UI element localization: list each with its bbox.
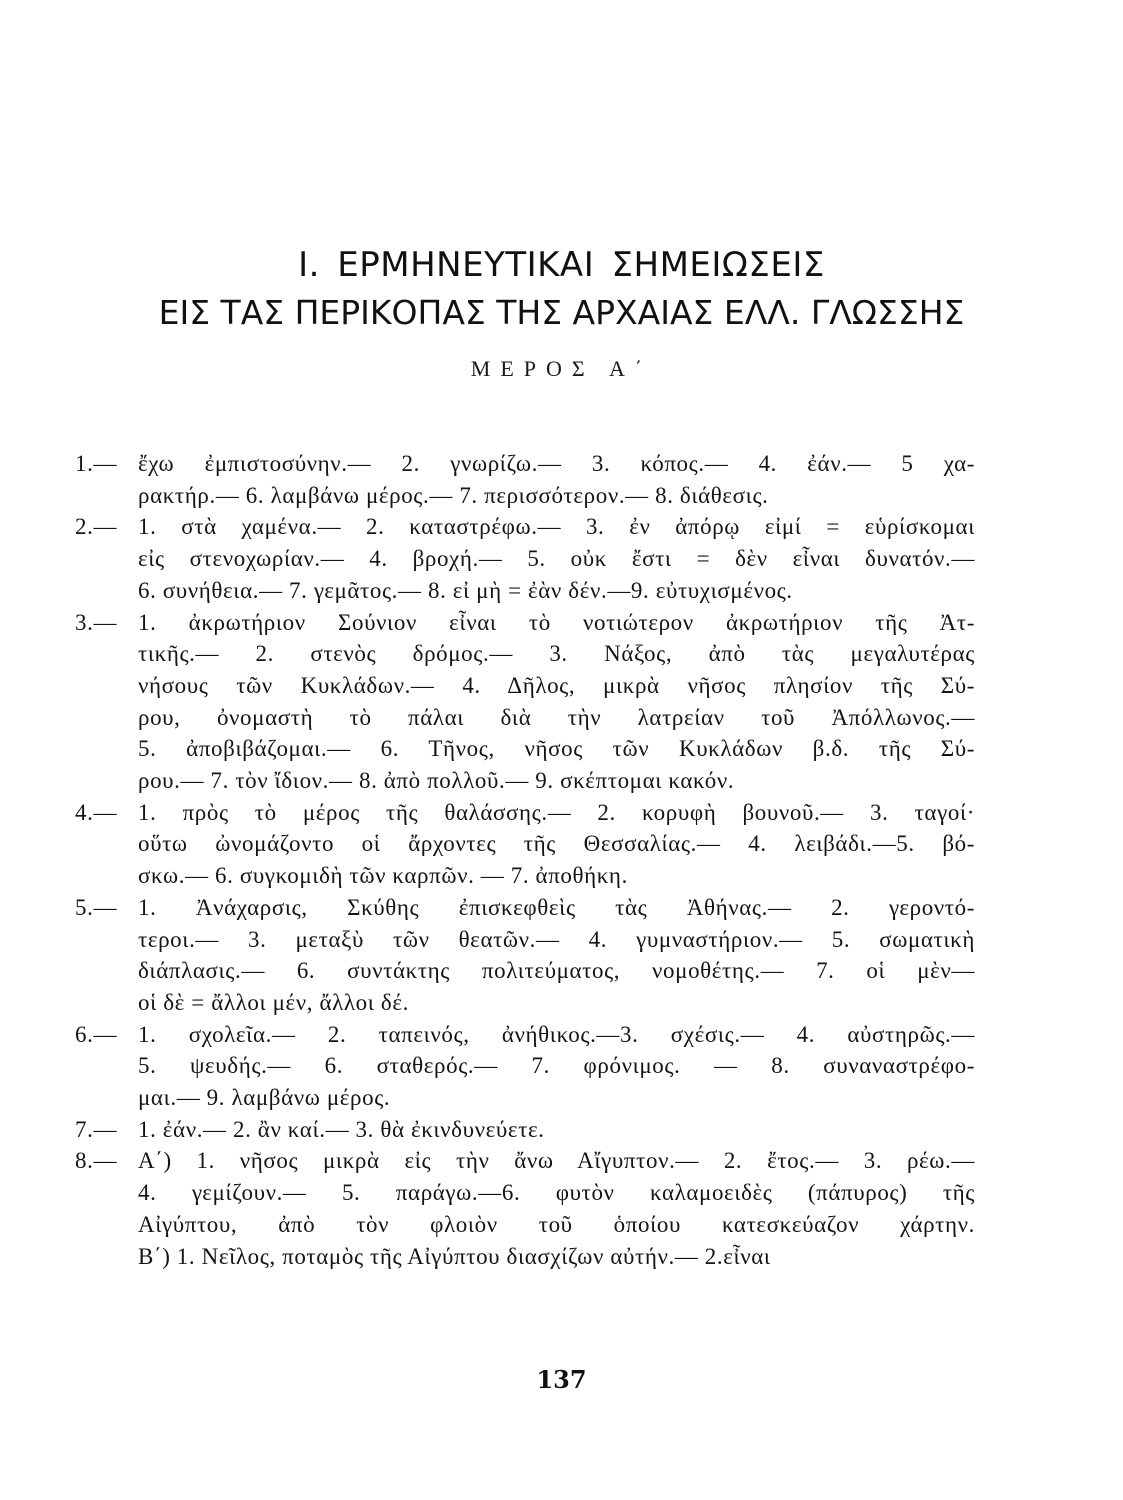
page-number: 137 [536,1365,587,1394]
note-entry [75,448,975,511]
note-number: 6.— [75,1021,118,1047]
note-line: διάπλασις.— 6. συντάκτης πολιτεύματος, νομοθέτης.— 7. οἱ μὲν— [138,958,975,984]
note-number: 4.— [75,799,118,825]
note-line: 5. ψευδής.— 6. σταθερός.— 7. φρόνιμος. — 8. συναναστρέφο- [138,1053,975,1079]
note-line: Αἰγύπτου, ἀπὸ τὸν φλοιὸν τοῦ ὁποίου κατεσκεύαζον χάρτην. [138,1211,975,1237]
note-entry [75,511,975,606]
note-line: Β΄) 1. Νεῖλος, ποταμὸς τῆς Αἰγύπτου διασχίζων αὐτήν.— 2.εἶναι [138,1243,771,1269]
title-text: ΕΙΣ ΤΑΣ ΠΕΡΙΚΟΠΑΣ ΤΗΣ ΑΡΧΑΙΑΣ ΕΛΛ. ΓΛΩΣΣΗΣ [158,293,965,332]
note-body [138,1019,975,1114]
note-line: 1. Ἀνάχαρσις, Σκύθης ἐπισκεφθεὶς τὰς Ἀθήνας.— 2. γεροντό- [138,894,975,920]
note-entry [75,1114,975,1146]
note-line: μαι.— 9. λαμβάνω μέρος. [138,1085,391,1111]
note-line: τικῆς.— 2. στενὸς δρόμος.— 3. Νάξος, ἀπὸ τὰς μεγαλυτέρας [138,641,975,667]
note-number: 8.— [75,1148,118,1174]
notes-list [75,448,975,1272]
note-body [138,607,975,797]
note-line: οὕτω ὠνομάζοντο οἱ ἄρχοντες τῆς Θεσσαλίας.— 4. λειβάδι.—5. βό- [138,831,975,857]
note-body [138,797,975,892]
note-line: νήσους τῶν Κυκλάδων.— 4. Δῆλος, μικρὰ νῆσος πλησίον τῆς Σύ- [138,672,975,698]
note-entry [75,607,975,797]
note-line: σκω.— 6. συγκομιδὴ τῶν καρπῶν. — 7. ἀποθήκη. [138,863,628,889]
note-entry [75,797,975,892]
note-line: 1. σχολεῖα.— 2. ταπεινός, ἀνήθικος.—3. σχέσις.— 4. αὐστηρῶς.— [138,1021,975,1047]
note-body [138,448,975,511]
note-entry [75,1145,975,1272]
note-line: ρου, ὀνομαστὴ τὸ πάλαι διὰ τὴν λατρείαν τοῦ Ἀπόλλωνος.— [138,704,975,730]
note-line: 1. στὰ χαμένα.— 2. καταστρέφω.— 3. ἐν ἀπόρῳ εἰμί = εὑρίσκομαι [138,514,975,540]
note-line: 1. ἀκρωτήριον Σούνιον εἶναι τὸ νοτιώτερον ἀκρωτήριον τῆς Ἀτ- [138,609,975,635]
chapter-title-line-2 [0,293,1123,332]
note-line: 5. ἀποβιβάζομαι.— 6. Τῆνος, νῆσος τῶν Κυκλάδων β.δ. τῆς Σύ- [138,736,975,762]
note-body [138,892,975,1019]
note-line: ἔχω ἐμπιστοσύνην.— 2. γνωρίζω.— 3. κόπος.— 4. ἐάν.— 5 χα- [138,451,975,476]
note-body [138,511,975,606]
note-number: 2.— [75,514,118,540]
note-entry [75,892,975,1019]
note-number: 7.— [75,1116,118,1142]
note-body [138,1114,975,1146]
note-line: 6. συνήθεια.— 7. γεμᾶτος.— 8. εἰ μὴ = ἐὰν δέν.—9. εὐτυχισμένος. [138,577,793,603]
section-subtitle: ΜΕΡΟΣ Α΄ [470,356,653,381]
note-line: τεροι.— 3. μεταξὺ τῶν θεατῶν.— 4. γυμναστήριον.— 5. σωματικὴ [138,926,975,952]
note-line: 4. γεμίζουν.— 5. παράγω.—6. φυτὸν καλαμοειδὲς (πάπυρος) τῆς [138,1180,975,1206]
chapter-title-line-1 [0,245,1123,285]
note-line: εἰς στενοχωρίαν.— 4. βροχή.— 5. οὐκ ἔστι = δὲν εἶναι δυνατόν.— [138,546,975,572]
note-line: Α΄) 1. νῆσος μικρὰ εἰς τὴν ἄνω Αἴγυπτον.— 2. ἔτος.— 3. ρέω.— [138,1148,975,1174]
note-number: 3.— [75,609,118,635]
title-text: Ι. ΕΡΜΗΝΕΥΤΙΚΑΙ ΣΗΜΕΙΩΣΕΙΣ [298,245,825,285]
note-line: ρου.— 7. τὸν ἴδιον.— 8. ἀπὸ πολλοῦ.— 9. σκέπτομαι κακόν. [138,768,735,794]
note-line: οἱ δὲ = ἄλλοι μέν, ἄλλοι δέ. [138,989,409,1015]
note-body [138,1145,975,1272]
note-line: 1. πρὸς τὸ μέρος τῆς θαλάσσης.— 2. κορυφὴ βουνοῦ.— 3. ταγοί· [138,799,975,825]
note-line: 1. ἐάν.— 2. ἂν καί.— 3. θὰ ἐκινδυνεύετε. [138,1116,545,1142]
note-entry [75,1019,975,1114]
note-line: ρακτήρ.— 6. λαμβάνω μέρος.— 7. περισσότερον.— 8. διάθεσις. [138,482,769,508]
note-number: 1.— [75,451,118,476]
note-number: 5.— [75,894,118,920]
